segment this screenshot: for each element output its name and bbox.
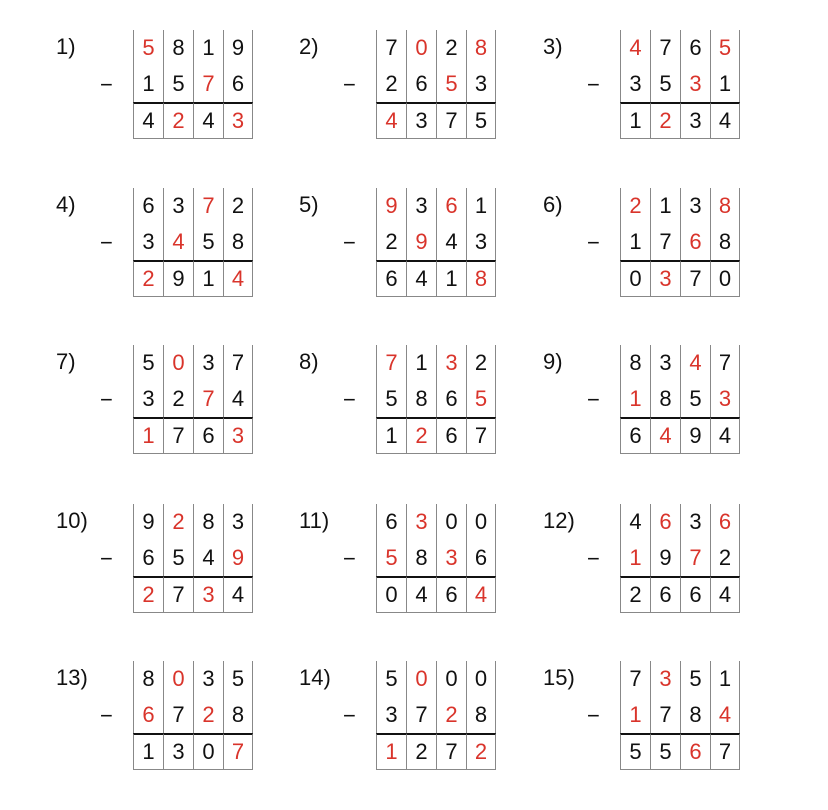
difference-digit: 4 — [710, 417, 740, 454]
minus-sign: − — [343, 546, 356, 571]
subtrahend-digit: 6 — [406, 66, 436, 102]
subtrahend-digit: 8 — [223, 224, 253, 260]
difference-digit: 6 — [620, 417, 650, 454]
digit-grid — [620, 661, 740, 770]
minus-sign: − — [343, 703, 356, 728]
minuend-digit: 4 — [680, 345, 710, 381]
difference-digit: 1 — [376, 733, 406, 770]
difference-digit: 9 — [680, 417, 710, 454]
difference-digit: 7 — [163, 576, 193, 613]
difference-digit: 7 — [466, 417, 496, 454]
subtrahend-digit: 4 — [223, 381, 253, 417]
problem-number: 8) — [299, 349, 319, 374]
difference-digit: 3 — [406, 102, 436, 139]
subtraction-problem — [299, 188, 539, 328]
minuend-digit: 3 — [650, 345, 680, 381]
difference-digit: 4 — [710, 102, 740, 139]
subtrahend-digit: 4 — [163, 224, 193, 260]
minuend-digit: 5 — [710, 30, 740, 66]
digit-grid — [620, 188, 740, 297]
subtrahend-digit: 6 — [223, 66, 253, 102]
minus-sign: − — [587, 546, 600, 571]
subtraction-problem — [299, 504, 539, 644]
problem-number: 3) — [543, 34, 563, 59]
subtrahend-digit: 7 — [650, 697, 680, 733]
subtrahend-digit: 8 — [650, 381, 680, 417]
subtrahend-digit: 6 — [436, 381, 466, 417]
minuend-digit: 0 — [436, 661, 466, 697]
minuend-digit: 8 — [466, 30, 496, 66]
subtrahend-digit: 1 — [710, 66, 740, 102]
minuend-digit: 0 — [436, 504, 466, 540]
problem-number: 13) — [56, 665, 88, 690]
problem-number: 9) — [543, 349, 563, 374]
difference-digit: 3 — [680, 102, 710, 139]
minuend-digit: 3 — [436, 345, 466, 381]
difference-digit: 6 — [680, 576, 710, 613]
minuend-digit: 5 — [133, 345, 163, 381]
difference-digit: 4 — [406, 576, 436, 613]
minuend-digit: 0 — [406, 661, 436, 697]
minuend-digit: 7 — [193, 188, 223, 224]
subtrahend-digit: 9 — [406, 224, 436, 260]
minuend-digit: 6 — [650, 504, 680, 540]
difference-digit: 4 — [466, 576, 496, 613]
subtraction-problem — [56, 345, 296, 485]
subtrahend-digit: 1 — [620, 540, 650, 576]
subtraction-problem — [56, 661, 296, 801]
minuend-digit: 3 — [406, 504, 436, 540]
subtrahend-digit: 2 — [376, 66, 406, 102]
difference-digit: 5 — [620, 733, 650, 770]
difference-digit: 2 — [133, 260, 163, 297]
digit-grid — [620, 30, 740, 139]
minuend-digit: 0 — [163, 661, 193, 697]
problem-number: 14) — [299, 665, 331, 690]
minuend-digit: 0 — [466, 661, 496, 697]
difference-digit: 4 — [406, 260, 436, 297]
minuend-digit: 6 — [710, 504, 740, 540]
minus-sign: − — [343, 230, 356, 255]
difference-digit: 9 — [163, 260, 193, 297]
problem-number: 15) — [543, 665, 575, 690]
subtrahend-digit: 2 — [193, 697, 223, 733]
minuend-digit: 3 — [650, 661, 680, 697]
subtrahend-digit: 8 — [710, 224, 740, 260]
subtraction-problem — [543, 345, 783, 485]
minuend-digit: 3 — [406, 188, 436, 224]
difference-digit: 4 — [376, 102, 406, 139]
difference-digit: 7 — [436, 733, 466, 770]
minuend-digit: 4 — [620, 504, 650, 540]
minus-sign: − — [587, 387, 600, 412]
minuend-digit: 0 — [406, 30, 436, 66]
subtraction-problem — [56, 30, 296, 170]
minus-sign: − — [100, 546, 113, 571]
problem-number: 10) — [56, 508, 88, 533]
difference-digit: 7 — [436, 102, 466, 139]
minuend-digit: 5 — [223, 661, 253, 697]
difference-digit: 2 — [620, 576, 650, 613]
subtrahend-digit: 2 — [436, 697, 466, 733]
minus-sign: − — [100, 387, 113, 412]
subtrahend-digit: 7 — [650, 224, 680, 260]
problem-number: 2) — [299, 34, 319, 59]
digit-grid — [133, 504, 253, 613]
minuend-digit: 7 — [650, 30, 680, 66]
minus-sign: − — [587, 72, 600, 97]
difference-digit: 1 — [133, 733, 163, 770]
subtraction-problem — [56, 504, 296, 644]
minuend-digit: 8 — [620, 345, 650, 381]
minuend-digit: 6 — [680, 30, 710, 66]
minus-sign: − — [100, 230, 113, 255]
subtrahend-digit: 3 — [376, 697, 406, 733]
difference-digit: 3 — [223, 417, 253, 454]
digit-grid — [133, 661, 253, 770]
difference-digit: 7 — [223, 733, 253, 770]
subtrahend-digit: 8 — [406, 540, 436, 576]
subtrahend-digit: 7 — [163, 697, 193, 733]
minuend-digit: 8 — [133, 661, 163, 697]
digit-grid — [376, 345, 496, 454]
subtraction-problem — [543, 504, 783, 644]
minuend-digit: 0 — [163, 345, 193, 381]
minuend-digit: 5 — [680, 661, 710, 697]
subtrahend-digit: 7 — [193, 381, 223, 417]
subtrahend-digit: 4 — [710, 697, 740, 733]
difference-digit: 2 — [650, 102, 680, 139]
subtrahend-digit: 7 — [406, 697, 436, 733]
minuend-digit: 1 — [193, 30, 223, 66]
difference-digit: 7 — [163, 417, 193, 454]
minuend-digit: 1 — [406, 345, 436, 381]
minuend-digit: 3 — [193, 345, 223, 381]
subtrahend-digit: 6 — [680, 224, 710, 260]
minuend-digit: 9 — [133, 504, 163, 540]
problem-number: 7) — [56, 349, 76, 374]
subtraction-problem — [299, 661, 539, 801]
subtrahend-digit: 1 — [620, 381, 650, 417]
difference-digit: 3 — [163, 733, 193, 770]
minuend-digit: 2 — [436, 30, 466, 66]
subtrahend-digit: 2 — [376, 224, 406, 260]
difference-digit: 5 — [650, 733, 680, 770]
minuend-digit: 2 — [620, 188, 650, 224]
minuend-digit: 4 — [620, 30, 650, 66]
minuend-digit: 7 — [710, 345, 740, 381]
minuend-digit: 9 — [376, 188, 406, 224]
difference-digit: 6 — [436, 576, 466, 613]
subtrahend-digit: 6 — [133, 697, 163, 733]
minuend-digit: 6 — [376, 504, 406, 540]
subtrahend-digit: 3 — [436, 540, 466, 576]
subtraction-problem — [543, 661, 783, 801]
minuend-digit: 1 — [466, 188, 496, 224]
difference-digit: 0 — [620, 260, 650, 297]
difference-digit: 1 — [133, 417, 163, 454]
difference-digit: 0 — [376, 576, 406, 613]
difference-digit: 6 — [193, 417, 223, 454]
digit-grid — [620, 504, 740, 613]
minuend-digit: 3 — [163, 188, 193, 224]
digit-grid — [376, 661, 496, 770]
subtrahend-digit: 8 — [466, 697, 496, 733]
subtrahend-digit: 7 — [680, 540, 710, 576]
minuend-digit: 3 — [223, 504, 253, 540]
minuend-digit: 7 — [620, 661, 650, 697]
difference-digit: 2 — [133, 576, 163, 613]
difference-digit: 6 — [650, 576, 680, 613]
minuend-digit: 3 — [680, 188, 710, 224]
difference-digit: 7 — [680, 260, 710, 297]
difference-digit: 2 — [406, 417, 436, 454]
digit-grid — [620, 345, 740, 454]
problem-number: 5) — [299, 192, 319, 217]
subtrahend-digit: 5 — [376, 381, 406, 417]
subtrahend-digit: 4 — [436, 224, 466, 260]
minus-sign: − — [100, 703, 113, 728]
minus-sign: − — [100, 72, 113, 97]
subtrahend-digit: 3 — [133, 381, 163, 417]
digit-grid — [133, 188, 253, 297]
difference-digit: 4 — [223, 260, 253, 297]
difference-digit: 4 — [193, 102, 223, 139]
difference-digit: 0 — [710, 260, 740, 297]
minuend-digit: 8 — [710, 188, 740, 224]
difference-digit: 3 — [223, 102, 253, 139]
problem-number: 4) — [56, 192, 76, 217]
minuend-digit: 5 — [376, 661, 406, 697]
difference-digit: 7 — [710, 733, 740, 770]
subtrahend-digit: 1 — [620, 697, 650, 733]
subtrahend-digit: 5 — [436, 66, 466, 102]
subtraction-problem — [543, 188, 783, 328]
minuend-digit: 1 — [710, 661, 740, 697]
digit-grid — [133, 30, 253, 139]
difference-digit: 3 — [650, 260, 680, 297]
difference-digit: 2 — [466, 733, 496, 770]
minuend-digit: 3 — [680, 504, 710, 540]
difference-digit: 8 — [466, 260, 496, 297]
problem-number: 6) — [543, 192, 563, 217]
subtrahend-digit: 9 — [650, 540, 680, 576]
subtrahend-digit: 5 — [163, 540, 193, 576]
difference-digit: 1 — [193, 260, 223, 297]
digit-grid — [376, 188, 496, 297]
subtrahend-digit: 3 — [466, 66, 496, 102]
difference-digit: 1 — [436, 260, 466, 297]
subtrahend-digit: 7 — [193, 66, 223, 102]
subtrahend-digit: 3 — [466, 224, 496, 260]
minus-sign: − — [343, 387, 356, 412]
difference-digit: 3 — [193, 576, 223, 613]
problem-number: 11) — [299, 508, 330, 533]
difference-digit: 4 — [133, 102, 163, 139]
subtrahend-digit: 3 — [680, 66, 710, 102]
difference-digit: 4 — [710, 576, 740, 613]
digit-grid — [376, 30, 496, 139]
digit-grid — [133, 345, 253, 454]
subtrahend-digit: 5 — [193, 224, 223, 260]
subtrahend-digit: 8 — [680, 697, 710, 733]
problem-number: 1) — [56, 34, 76, 59]
digit-grid — [376, 504, 496, 613]
subtraction-problem — [56, 188, 296, 328]
minuend-digit: 7 — [223, 345, 253, 381]
minuend-digit: 1 — [650, 188, 680, 224]
difference-digit: 5 — [466, 102, 496, 139]
minuend-digit: 3 — [193, 661, 223, 697]
difference-digit: 4 — [650, 417, 680, 454]
difference-digit: 2 — [406, 733, 436, 770]
difference-digit: 6 — [376, 260, 406, 297]
subtrahend-digit: 3 — [620, 66, 650, 102]
subtrahend-digit: 5 — [650, 66, 680, 102]
subtrahend-digit: 3 — [133, 224, 163, 260]
minuend-digit: 7 — [376, 30, 406, 66]
problem-number: 12) — [543, 508, 575, 533]
minus-sign: − — [343, 72, 356, 97]
subtraction-problem — [299, 345, 539, 485]
subtrahend-digit: 3 — [710, 381, 740, 417]
difference-digit: 1 — [620, 102, 650, 139]
subtrahend-digit: 6 — [466, 540, 496, 576]
subtrahend-digit: 9 — [223, 540, 253, 576]
subtrahend-digit: 2 — [710, 540, 740, 576]
difference-digit: 0 — [193, 733, 223, 770]
subtrahend-digit: 2 — [163, 381, 193, 417]
minuend-digit: 8 — [193, 504, 223, 540]
minuend-digit: 6 — [436, 188, 466, 224]
subtrahend-digit: 8 — [223, 697, 253, 733]
difference-digit: 6 — [680, 733, 710, 770]
subtrahend-digit: 6 — [133, 540, 163, 576]
difference-digit: 4 — [223, 576, 253, 613]
minuend-digit: 9 — [223, 30, 253, 66]
minuend-digit: 2 — [466, 345, 496, 381]
subtrahend-digit: 4 — [193, 540, 223, 576]
minuend-digit: 0 — [466, 504, 496, 540]
subtrahend-digit: 1 — [133, 66, 163, 102]
minus-sign: − — [587, 703, 600, 728]
minuend-digit: 6 — [133, 188, 163, 224]
minus-sign: − — [587, 230, 600, 255]
minuend-digit: 7 — [376, 345, 406, 381]
subtrahend-digit: 5 — [376, 540, 406, 576]
minuend-digit: 8 — [163, 30, 193, 66]
subtrahend-digit: 8 — [406, 381, 436, 417]
subtraction-problem — [299, 30, 539, 170]
subtraction-problem — [543, 30, 783, 170]
difference-digit: 6 — [436, 417, 466, 454]
subtrahend-digit: 1 — [620, 224, 650, 260]
difference-digit: 2 — [163, 102, 193, 139]
minuend-digit: 2 — [163, 504, 193, 540]
subtrahend-digit: 5 — [680, 381, 710, 417]
subtrahend-digit: 5 — [466, 381, 496, 417]
difference-digit: 1 — [376, 417, 406, 454]
minuend-digit: 2 — [223, 188, 253, 224]
minuend-digit: 5 — [133, 30, 163, 66]
subtrahend-digit: 5 — [163, 66, 193, 102]
